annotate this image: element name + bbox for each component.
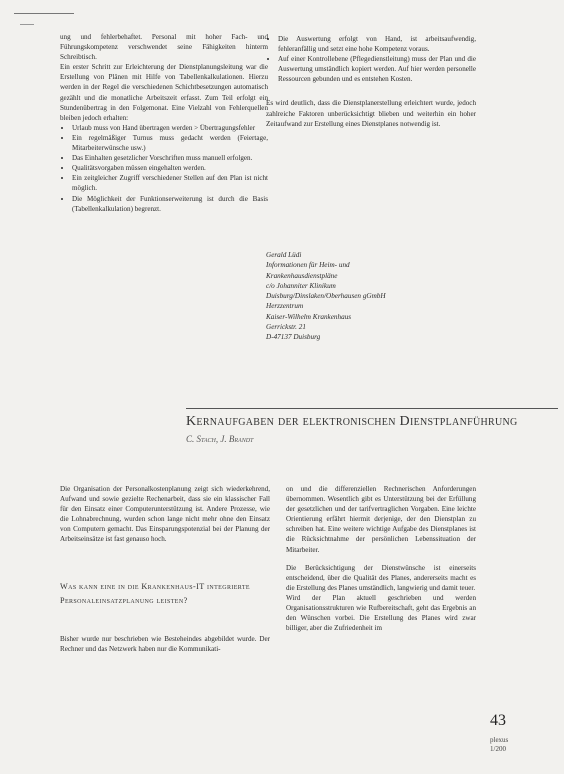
author-address xyxy=(266,250,476,343)
address-line: Gerald Lüdi xyxy=(266,251,302,259)
address-line: D-47137 Duisburg xyxy=(266,333,321,342)
bullet-list xyxy=(60,123,268,214)
paragraph: Ein erster Schritt zur Erleichterung der Dienstplanungsleitung war die Erstellung von Plänen mit Hilfe von Tabellenkalkulationen. Hierzu werden in der Regel die verschiedenen Schichtbesetzungen automatisch gezählt und die monatliche Arbeitszeit erfasst. Zum Teil erfolgt ein Stundenübertrag in den Folgemonat. Eine Vielzahl von Fehlerquellen bleiben jedoch erhalten: xyxy=(60,63,268,122)
section-title: Kernaufgaben der elektronischen Dienstplanführung xyxy=(186,414,518,429)
list-item: • Das Einhalten gesetzlicher Vorschriften muss manuell erfolgen. xyxy=(72,153,268,163)
column-left-bottom xyxy=(60,634,270,654)
journal-name: plexus xyxy=(490,736,509,744)
journal-issue: 1/200 xyxy=(490,745,506,753)
paragraph: Die Berücksichtigung der Dienstwünsche ist einerseits entscheidend, über die Qualität des Planes, andererseits macht es die Erstellung des Planes umständlich, langwierig und damit teuer. xyxy=(286,563,476,592)
address-line: Krankenhausdienstpläne xyxy=(266,271,338,280)
journal-info xyxy=(490,736,508,754)
paragraph: Die Organisation der Personalkostenplanung zeigt sich wiederkehrend, Aufwand und sowie gezielte Rechenarbeit, dass sie ein klassischer Fall für den Einsatz einer Computerunterstützung ist. Andere Prozesse, wie die Lohnabrechnung, wurden schon lange nicht mehr ohne den Einsatz von Computern gemacht. Das Einsparungspotenzial bei der Planung der Arbeitseinsätze ist fast genauso hoch. xyxy=(60,485,270,544)
list-item: • Urlaub muss von Hand übertragen werden > Übertragungsfehler xyxy=(72,123,268,133)
bullet-list xyxy=(266,34,476,84)
list-item: • Die Möglichkeit der Funktionserweiterung ist durch die Basis (Tabellenkalkulation) begrenzt. xyxy=(72,194,268,214)
page-number: 43 xyxy=(490,712,506,729)
paragraph: on und die differenziellen Rechnerischen Anforderungen übernommen. Wesentlich gibt es Unterstützung bei der Erfüllung der gesetzlichen und der tarifvertraglichen Vorgaben. Eine leichte Orientierung erfährt hiermit derjenige, der den Dienstplan zu schreiben hat. Eine weitere wichtige Aufgabe des Dienstplanes ist die Rücksichtnahme der persönlichen Lebenssituation der Mitarbeiter. xyxy=(286,485,476,554)
header-rule-short xyxy=(20,24,34,25)
list-item: • Ein zeitgleicher Zugriff verschiedener Stellen auf den Plan ist nicht möglich. xyxy=(72,173,268,193)
address-line: Informationen für Heim- und xyxy=(266,261,350,270)
address-line: Duisburg/Dinslaken/Oberhausen gGmbH xyxy=(266,292,386,301)
list-item: • Qualitätsvorgaben müssen eingehalten werden. xyxy=(72,163,268,173)
address-line: Herzzentrum xyxy=(266,302,304,311)
paragraph: Es wird deutlich, dass die Dienstplanerstellung erleichtert wurde, jedoch zahlreiche Faktoren unberücksichtigt blieben und weiterhin ein hoher Zeitaufwand zur Erstellung eines Dienstplanes notwendig ist. xyxy=(266,99,476,128)
header-rule xyxy=(14,13,74,14)
column-right-lower xyxy=(286,484,476,633)
paragraph: ung und fehlerbehaftet. Personal mit hoher Fach- und Führungskompetenz verschwendet seine Fähigkeiten hinterm Schreibtisch. xyxy=(60,33,268,62)
column-left-lower xyxy=(60,484,270,545)
paragraph: Wird der Plan aktuell geschrieben und werden Organisationsstrukturen wie Rufbereitschaft, geht das Ergebnis an den Wünschen vorbei. Die Erstellung des Planes wird zwar billiger, aber die Zufriedenheit im xyxy=(286,593,476,633)
section-authors: C. Stach, J. Brandt xyxy=(186,434,254,444)
paragraph: Bisher wurde nur beschrieben wie Besteheindes abgebildet wurde. Der Rechner und das Netzwerk haben nur die Kommunikati- xyxy=(60,635,270,654)
subheading: Was kann eine in die Krankenhaus-IT integrierte Personaleinsatzplanung leisten? xyxy=(60,582,250,605)
column-left-upper xyxy=(60,32,268,214)
address-line: Kaiser-Wilhelm Krankenhaus xyxy=(266,312,352,321)
section-divider xyxy=(186,408,558,409)
address-line: Gerrickstr. 21 xyxy=(266,323,306,332)
list-item: • Auf einer Kontrollebene (Pflegedienstleitung) muss der Plan und die Auswertung umständlich kopiert werden. Auf hier werden personelle Ressourcen gebunden und es entstehen Kosten. xyxy=(278,54,476,84)
list-item: • Die Auswertung erfolgt von Hand, ist arbeitsaufwendig, fehleranfällig und setzt eine hohe Kompetenz voraus. xyxy=(278,34,476,54)
column-right-upper xyxy=(266,34,476,129)
address-line: c/o Johanniter Klinikum xyxy=(266,281,336,290)
list-item: • Ein regelmäßiger Turnus muss gedacht werden (Feiertage, Mitarbeiterwünsche usw.) xyxy=(72,133,268,153)
